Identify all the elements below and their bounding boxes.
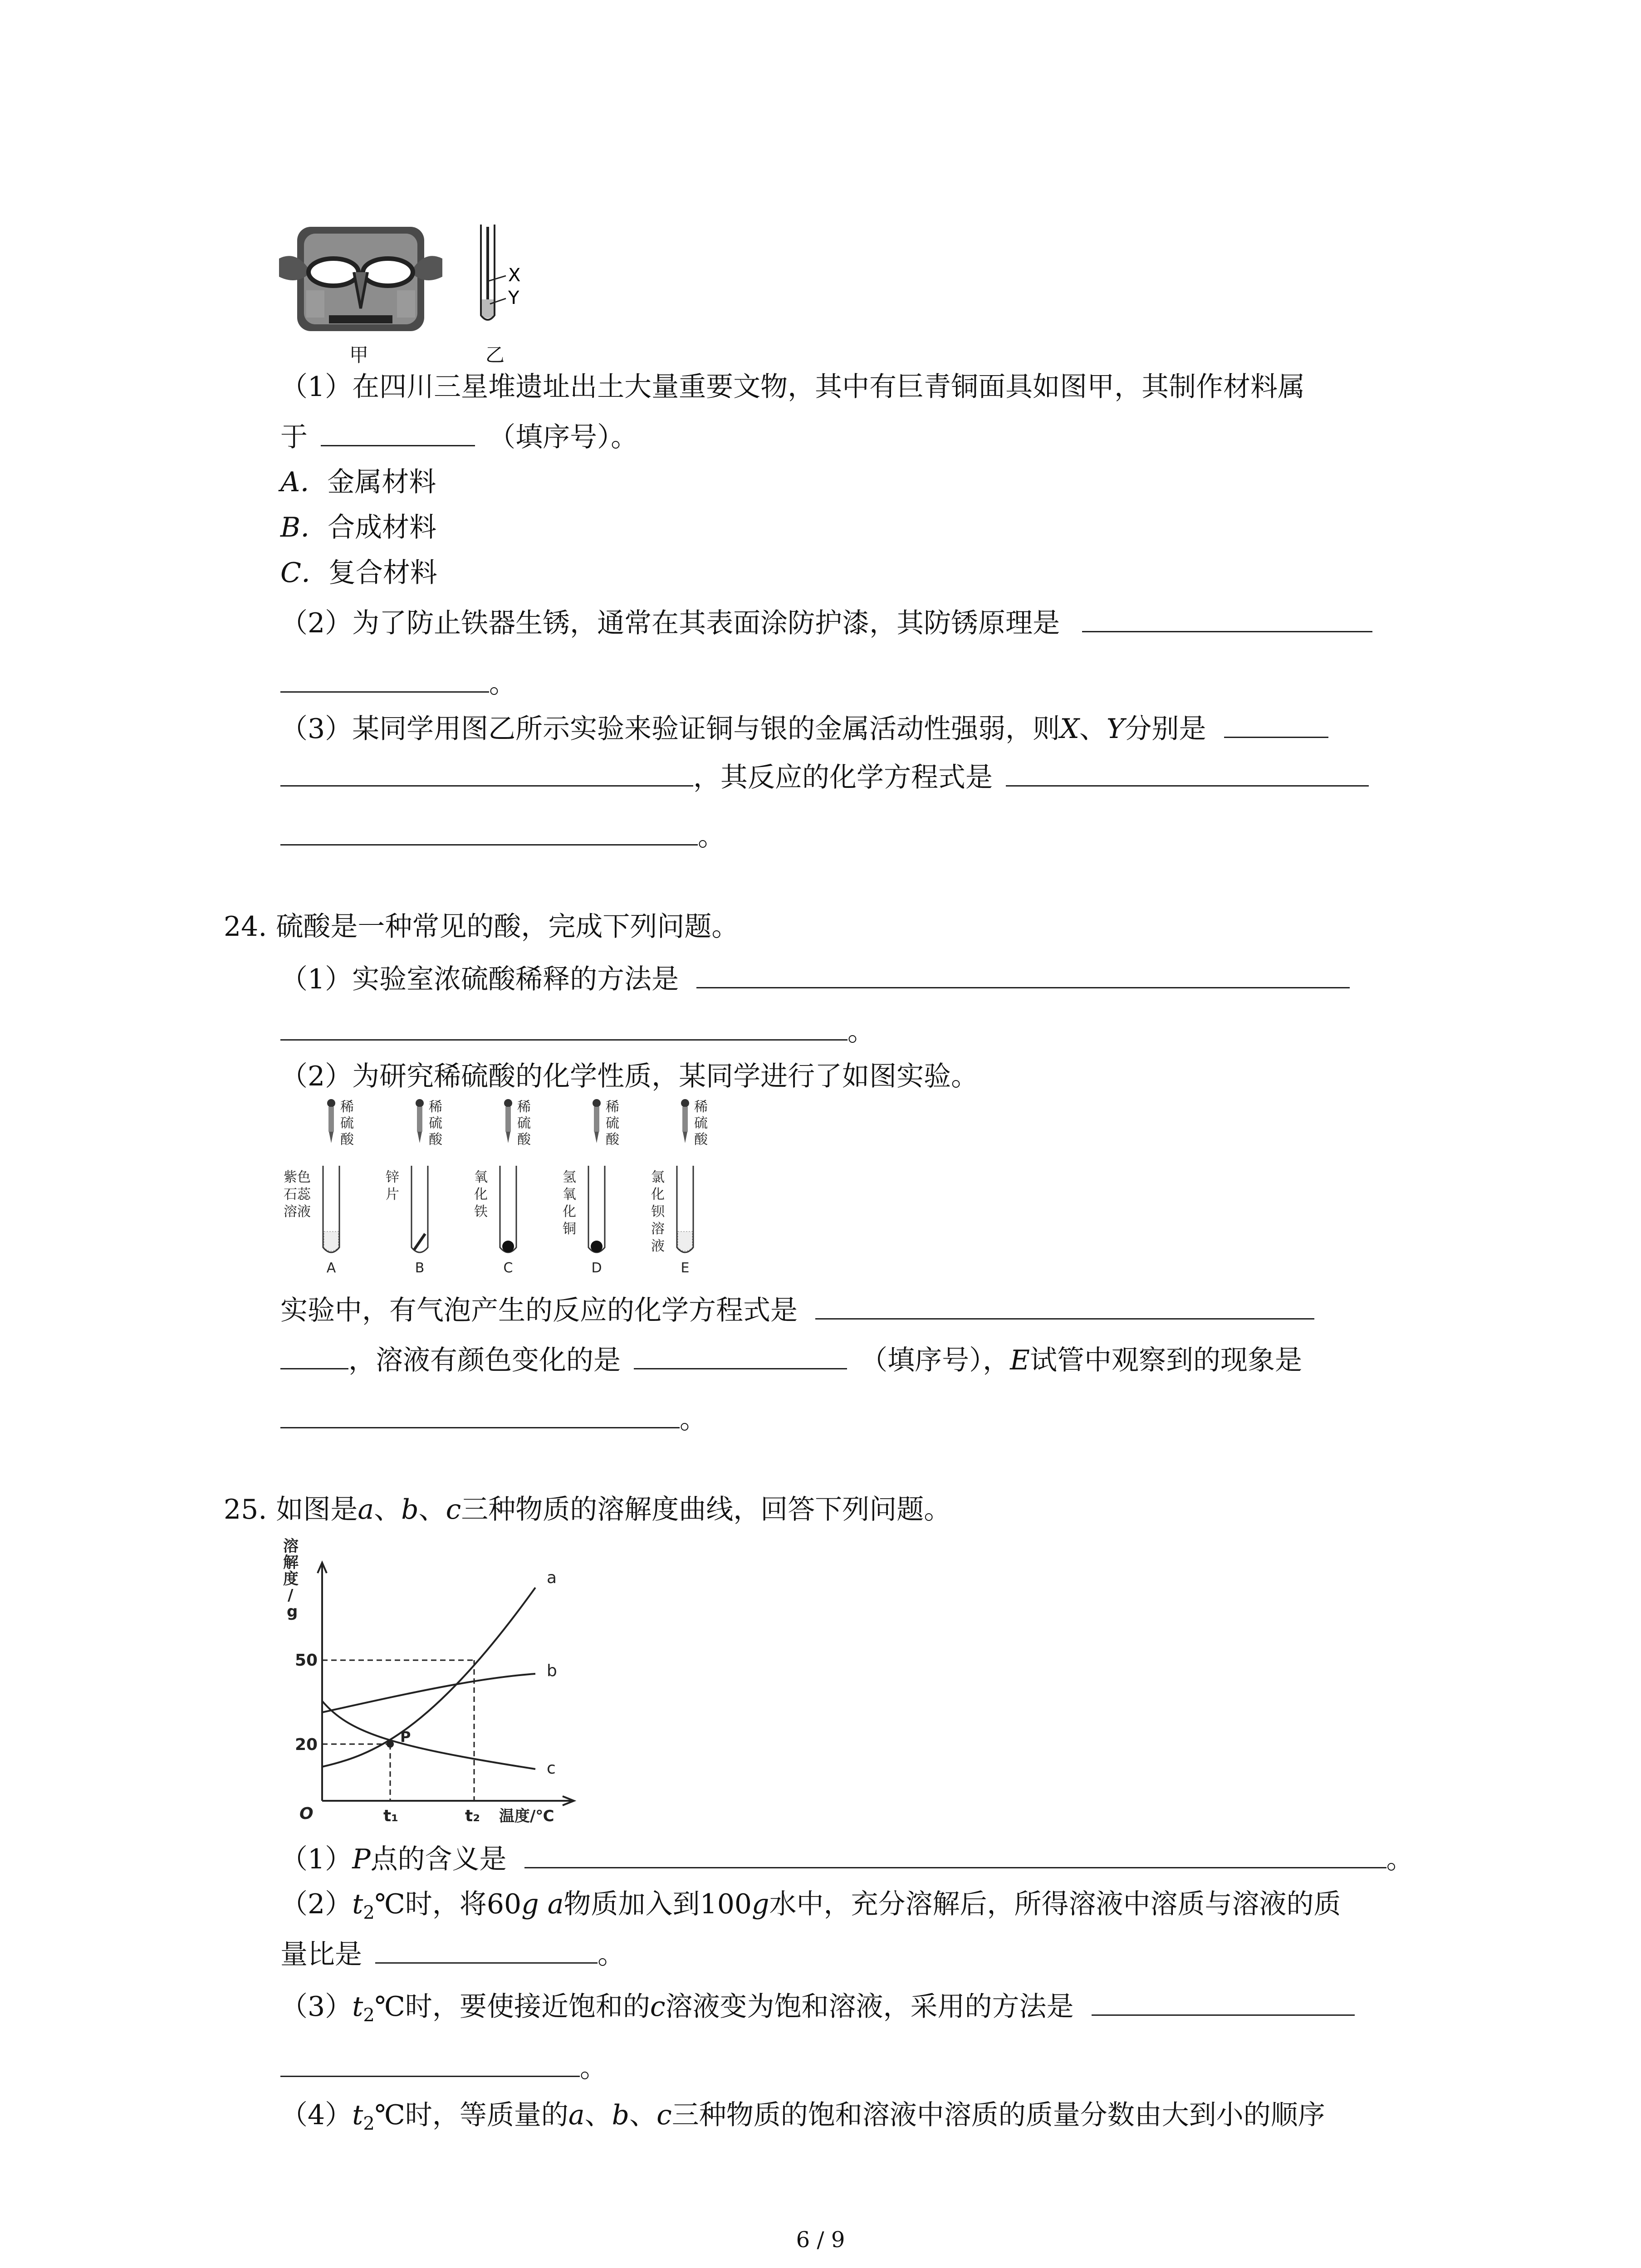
dropper-label: 硫	[606, 1115, 619, 1131]
y-axis-label-3: 度	[283, 1570, 299, 1588]
label-x: X	[508, 265, 521, 286]
dropper-tip	[329, 1132, 333, 1143]
test-tube	[588, 1166, 605, 1252]
answer-blank-q24-1a[interactable]	[696, 962, 1350, 988]
q24-part1-line2: 。	[280, 1014, 875, 1049]
option-a: A．金属材料	[280, 466, 436, 498]
dropper-tip	[506, 1132, 510, 1143]
tube-liquid	[324, 1232, 338, 1251]
point-p-marker	[387, 1740, 394, 1748]
dropper-bulb	[327, 1099, 335, 1107]
dropper-label: 硫	[340, 1115, 354, 1131]
y-axis-label-5: g	[287, 1603, 298, 1621]
tube-label: 铜	[563, 1221, 576, 1237]
q25-stem: 25. 如图是a、b、c三种物质的溶解度曲线，回答下列问题。	[224, 1494, 951, 1525]
y-axis-label-4: /	[288, 1586, 294, 1604]
tube-label: 溶液	[284, 1204, 311, 1220]
q23-part3-line2: ，其反应的化学方程式是	[280, 760, 1369, 795]
answer-blank-q24-1b[interactable]	[280, 1014, 847, 1041]
answer-blank-q23-2a[interactable]	[1082, 606, 1372, 632]
answer-blank-q23-2b[interactable]	[280, 666, 489, 693]
figure-label-jia: 甲	[349, 344, 369, 366]
dropper-body	[328, 1107, 334, 1132]
tube-letter: C	[503, 1260, 513, 1276]
tube-letter: A	[326, 1260, 336, 1276]
bronze-mask-figure	[279, 222, 442, 345]
answer-blank-q23-3a[interactable]	[1224, 711, 1328, 738]
dropper-body	[417, 1107, 422, 1132]
dropper-tip	[594, 1132, 599, 1143]
tube-label: 石蕊	[284, 1187, 311, 1202]
answer-blank-q24-2d[interactable]	[280, 1402, 680, 1428]
tube-label: 氧	[474, 1169, 488, 1185]
tube-label: 化	[651, 1187, 665, 1202]
answer-blank-q23-1[interactable]	[321, 420, 475, 446]
q24-stem: 24. 硫酸是一种常见的酸，完成下列问题。	[224, 911, 739, 943]
dropper-label: 稀	[517, 1099, 531, 1115]
tube-label: 氢	[563, 1169, 576, 1185]
dropper-body	[505, 1107, 511, 1132]
solubility-curve-figure	[281, 1538, 590, 1837]
curve-b	[322, 1674, 535, 1712]
answer-blank-q24-2a[interactable]	[815, 1293, 1314, 1320]
q25-part2-line1: $(2)t_2℃$时，将60g a物质加入到100g水中，充分溶解后，所得溶液中溶质与溶液的质	[280, 1888, 1341, 1923]
dropper-label: 稀	[429, 1099, 442, 1115]
zinc-strip	[414, 1234, 425, 1250]
q24-line-phenomenon: 。	[280, 1402, 707, 1437]
tube-letter: B	[415, 1260, 425, 1276]
q23-part3-line1: （3）某同学用图乙所示实验来验证铜与银的金属活动性强弱，则X、Y分别是	[280, 711, 1328, 746]
dropper-tip	[683, 1132, 687, 1143]
dropper-label: 酸	[606, 1132, 619, 1148]
dropper-label: 酸	[340, 1132, 354, 1148]
option-b: B．合成材料	[280, 512, 437, 543]
tube-label: 氯	[651, 1169, 665, 1185]
answer-blank-q23-3d[interactable]	[280, 819, 698, 846]
tube-label: 溶	[651, 1221, 665, 1237]
q23-part1-line1: （1）在四川三星堆遗址出土大量重要文物，其中有巨青铜面具如图甲，其制作材料属	[280, 371, 1305, 403]
tick-t2: t₂	[465, 1807, 480, 1825]
curve-c-label: c	[547, 1759, 556, 1778]
q24-line-color: ，溶液有颜色变化的是 （填序号），E试管中观察到的现象是	[280, 1343, 1302, 1378]
tube-label: 液	[651, 1238, 665, 1254]
q25-part2-line2: 量比是 。	[280, 1937, 625, 1972]
tube-label: 锌	[386, 1169, 399, 1185]
q23-part1-line2: 于 （填序号）。	[280, 420, 638, 455]
y-axis-label-1: 溶	[283, 1538, 299, 1555]
tube-label: 片	[386, 1187, 399, 1202]
q25-part3-line2: 。	[280, 2050, 607, 2085]
dropper-label: 酸	[517, 1132, 531, 1148]
solid-sample	[591, 1241, 603, 1252]
tube-label: 化	[474, 1187, 488, 1202]
dropper-body	[682, 1107, 688, 1132]
q25-part3-line1: $(3)t_2℃$时，要使接近饱和的c溶液变为饱和溶液，采用的方法是	[280, 1989, 1355, 2033]
q25-part4: $(4)t_2℃$时，等质量的a、b、c三种物质的饱和溶液中溶质的质量分数由大到小的顺序	[280, 2099, 1325, 2134]
tick-t1: t₁	[383, 1807, 398, 1825]
tube-label: 化	[563, 1204, 576, 1220]
dropper-bulb	[416, 1099, 424, 1107]
q24-part2: （2）为研究稀硫酸的化学性质，某同学进行了如图实验。	[280, 1061, 979, 1092]
dropper-bulb	[681, 1099, 689, 1107]
answer-blank-q24-2b[interactable]	[280, 1343, 348, 1369]
dropper-label: 硫	[694, 1115, 708, 1131]
answer-blank-q23-3b[interactable]	[280, 760, 693, 787]
dropper-bulb	[593, 1099, 601, 1107]
answer-blank-q25-3a[interactable]	[1092, 1989, 1355, 2016]
figure-label-yi: 乙	[485, 344, 505, 366]
q23-part2-line2: 。	[280, 666, 516, 701]
acid-experiment-figure	[272, 1098, 735, 1279]
dropper-label: 酸	[694, 1132, 708, 1148]
tube-letter: E	[681, 1260, 690, 1276]
dropper-label: 稀	[606, 1099, 619, 1115]
dropper-bulb	[504, 1099, 512, 1107]
dropper-label: 稀	[340, 1099, 354, 1115]
dropper-body	[594, 1107, 599, 1132]
dropper-label: 硫	[429, 1115, 442, 1131]
tube-letter: D	[591, 1260, 602, 1276]
tube-label: 铁	[474, 1204, 488, 1220]
curve-a-label: a	[547, 1569, 557, 1587]
dropper-label: 稀	[694, 1099, 708, 1115]
label-y: Y	[508, 288, 519, 308]
tube-liquid	[678, 1232, 692, 1251]
answer-blank-q25-3b[interactable]	[280, 2050, 580, 2077]
q23-part3-line3: 。	[280, 819, 725, 854]
page-number: 6 / 9	[796, 2227, 845, 2253]
point-p-label: P	[400, 1728, 411, 1745]
test-tube-figure	[472, 222, 544, 331]
tube-label: 钡	[651, 1204, 665, 1220]
option-c: C．复合材料	[280, 557, 437, 589]
x-axis-label: 温度/℃	[499, 1807, 554, 1825]
q25-part1: （1）P点的含义是 。	[280, 1842, 1414, 1877]
tick-20: 20	[295, 1735, 318, 1754]
tube-label: 氧	[563, 1187, 576, 1202]
tick-50: 50	[295, 1651, 318, 1670]
tube-label: 紫色	[284, 1169, 311, 1185]
y-axis-label-2: 解	[283, 1554, 299, 1572]
curve-b-label: b	[547, 1662, 557, 1680]
answer-blank-q25-1[interactable]	[524, 1842, 1386, 1868]
dropper-label: 酸	[429, 1132, 442, 1148]
answer-blank-q24-2c[interactable]	[634, 1343, 847, 1369]
dropper-tip	[417, 1132, 422, 1143]
q24-line-equation: 实验中，有气泡产生的反应的化学方程式是	[280, 1293, 1314, 1328]
origin-label: O	[299, 1804, 314, 1823]
solid-sample	[502, 1241, 514, 1252]
dropper-label: 硫	[517, 1115, 531, 1131]
answer-blank-q25-2[interactable]	[375, 1937, 598, 1964]
answer-blank-q23-3c[interactable]	[1006, 760, 1369, 787]
q24-part1-line1: （1）实验室浓硫酸稀释的方法是	[280, 962, 1350, 997]
test-tube	[500, 1166, 516, 1252]
q23-part2-line1: （2）为了防止铁器生锈，通常在其表面涂防护漆，其防锈原理是	[280, 606, 1372, 640]
